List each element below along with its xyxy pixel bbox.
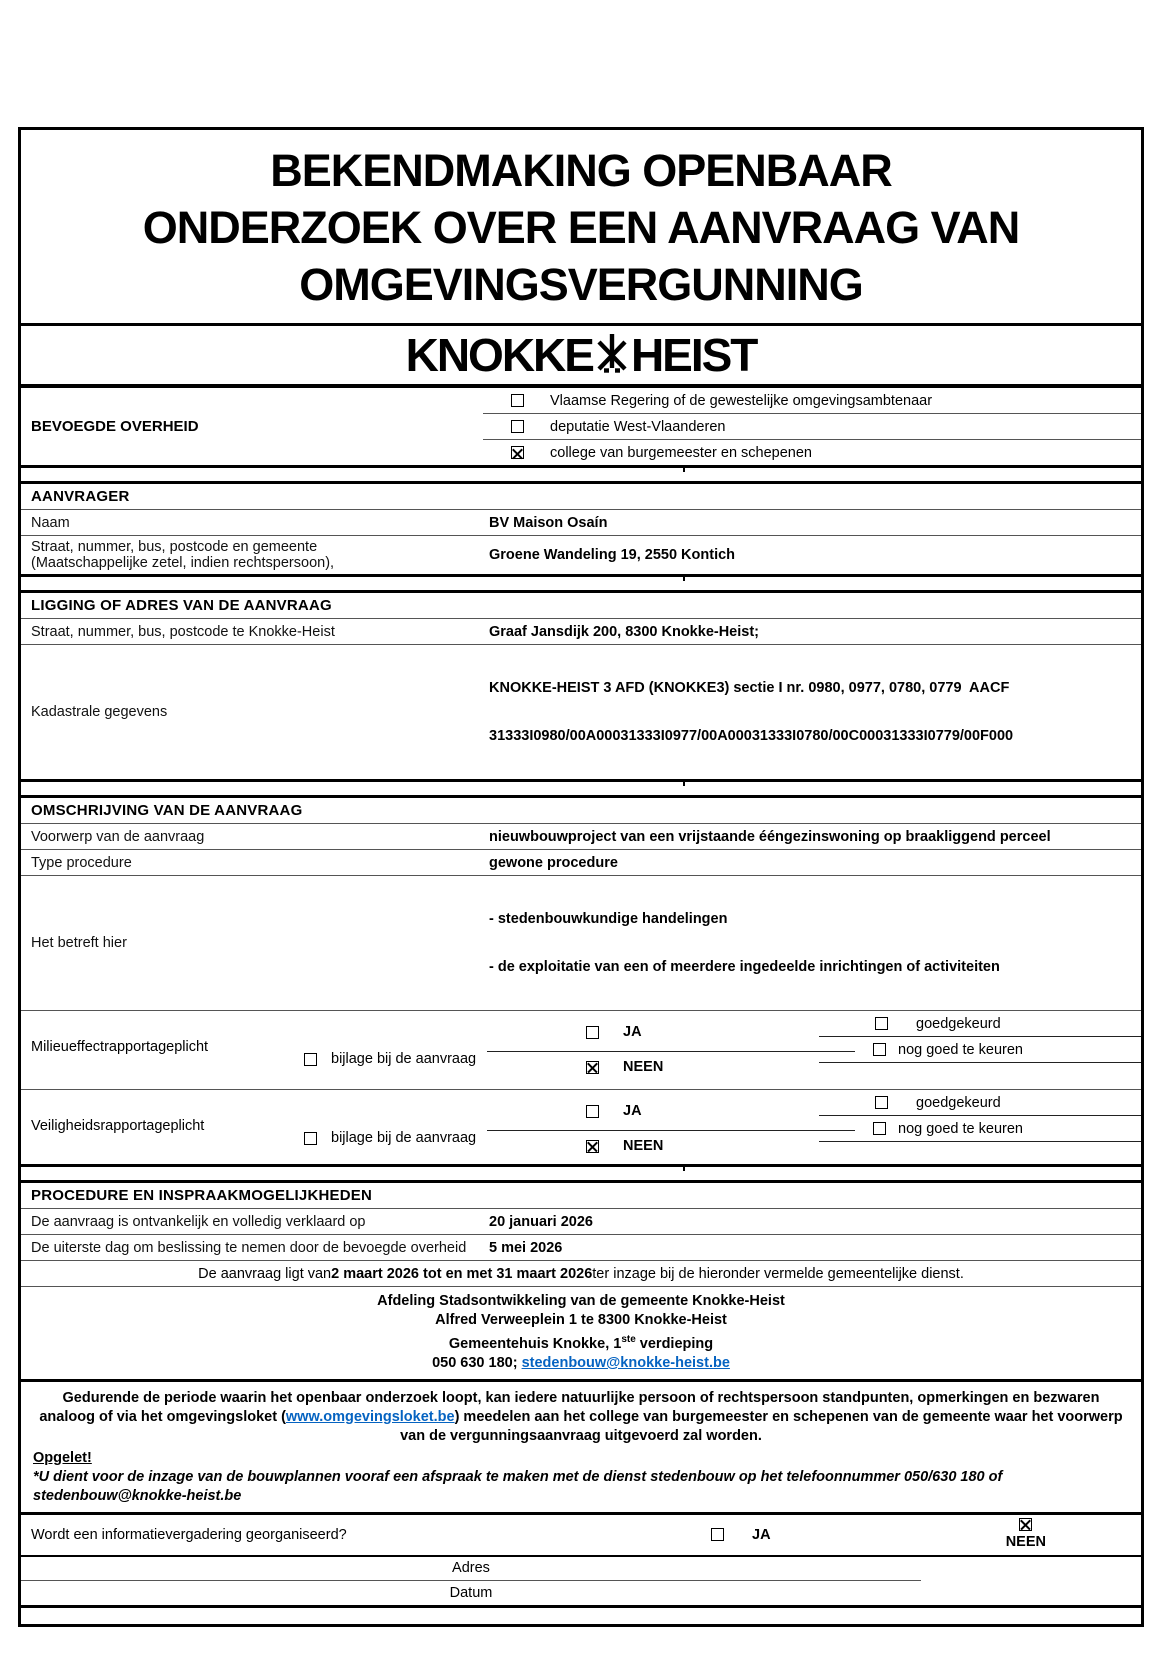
veiligheid-bijlage-label: bijlage bij de aanvraag [331, 1130, 477, 1146]
milieu-approval-column [819, 1011, 1141, 1063]
naam-label: Naam [31, 514, 70, 531]
table-row-ligging-straat [21, 619, 1141, 645]
informatievergadering-row [21, 1515, 1141, 1557]
table-row-veiligheidsrapportageplicht [21, 1090, 1141, 1164]
checkbox-veiligheid-nogkeuren [873, 1122, 886, 1135]
gemeentelijke-dienst-block [21, 1287, 1141, 1382]
email-link[interactable]: stedenbouw@knokke-heist.be [521, 1354, 730, 1371]
bevoegde-overheid-options [483, 388, 1141, 465]
milieu-ja: JA [586, 1024, 642, 1040]
procedure-header: PROCEDURE EN INSPRAAKMOGELIJKHEDEN [21, 1183, 1141, 1209]
authority-option-label: deputatie West-Vlaanderen [550, 418, 726, 435]
dienst-floor: Gemeentehuis Knokke, 1ste verdieping [448, 1334, 714, 1352]
inzage-text-post: ter inzage bij de hieronder vermelde gemeentelijke dienst. [592, 1265, 964, 1282]
ligging-header: LIGGING OF ADRES VAN DE AANVRAAG [21, 593, 1141, 619]
title-block [21, 130, 1141, 326]
checkbox-milieu-goedgekeurd [875, 1017, 888, 1030]
table-row-naam [21, 510, 1141, 536]
fill-in-line [487, 1130, 855, 1131]
milieu-label: Milieueffectrapportageplicht [31, 1039, 209, 1055]
checkbox-milieu-nogkeuren [873, 1043, 886, 1056]
form-outer-frame [18, 127, 1144, 1627]
section-divider [21, 468, 1141, 484]
section-divider [21, 782, 1141, 798]
table-row-ontvankelijk [21, 1209, 1141, 1235]
type-procedure-value: gewone procedure [489, 854, 618, 871]
ligging-straat-value: Graaf Jansdijk 200, 8300 Knokke-Heist; [489, 623, 759, 640]
checkbox-milieu-ja [586, 1026, 599, 1039]
authority-option-row [483, 414, 1141, 440]
logo-text-right: HEIST [630, 329, 757, 381]
checkbox-veiligheid-goedgekeurd [875, 1096, 888, 1109]
section-divider [21, 1167, 1141, 1183]
table-row-kadaster [21, 645, 1141, 779]
table-row-uiterste-dag [21, 1235, 1141, 1261]
aanvrager-adres-value: Groene Wandeling 19, 2550 Kontich [489, 547, 736, 563]
uiterste-dag-label: De uiterste dag om beslissing te nemen door de bevoegde overheid [31, 1239, 467, 1256]
checkbox-vlaamse-regering [511, 394, 524, 407]
vergadering-ja: JA [711, 1527, 771, 1543]
veiligheid-neen: NEEN [586, 1138, 663, 1154]
aanvrager-header: AANVRAGER [21, 484, 1141, 510]
page-title-line-1: BEKENDMAKING OPENBAAR [270, 145, 892, 196]
uiterste-dag-value: 5 mei 2026 [489, 1239, 563, 1256]
empty-area [21, 1608, 1141, 1624]
section-procedure [21, 1183, 1141, 1608]
aanvrager-adres-label: Straat, nummer, bus, postcode en gemeente (Maatschappelijke zetel, indien rechtspersoon), [31, 539, 335, 571]
authority-option-row [483, 388, 1141, 414]
ligging-straat-label: Straat, nummer, bus, postcode te Knokke-Heist [31, 623, 335, 640]
milieu-goedgekeurd: goedgekeurd [819, 1011, 1141, 1037]
adres-row: Adres [21, 1557, 921, 1581]
betreft-value: - stedenbouwkundige handelingen - de exploitatie van een of meerdere ingedeelde inrichtingen of activiteiten [489, 911, 1000, 975]
dienst-contact: 050 630 180; stedenbouw@knokke-heist.be [432, 1354, 730, 1371]
checkbox-college [511, 446, 524, 459]
veiligheid-label: Veiligheidsrapportageplicht [31, 1118, 205, 1134]
section-divider [21, 577, 1141, 593]
checkbox-veiligheid-neen [586, 1140, 599, 1153]
inzage-row [21, 1261, 1141, 1287]
veiligheid-bijlage [304, 1130, 476, 1146]
table-row-milieueffectrapportageplicht [21, 1011, 1141, 1090]
type-procedure-label: Type procedure [31, 854, 132, 871]
veiligheid-goedgekeurd: goedgekeurd [819, 1090, 1141, 1116]
checkbox-milieu-neen [586, 1061, 599, 1074]
section-aanvrager [21, 484, 1141, 577]
section-bevoegde-overheid [21, 388, 1141, 468]
milieu-bijlage [304, 1051, 476, 1067]
milieu-neen: NEEN [586, 1059, 663, 1075]
checkbox-veiligheid-ja [586, 1105, 599, 1118]
checkbox-deputatie [511, 420, 524, 433]
dienst-address: Alfred Verweeplein 1 te 8300 Knokke-Heist [435, 1312, 727, 1328]
checkbox-vergadering-neen [1019, 1518, 1032, 1531]
page-title-line-3: OMGEVINGSVERGUNNING [299, 259, 863, 310]
kadaster-value: KNOKKE-HEIST 3 AFD (KNOKKE3) sectie I nr. 0980, 0977, 0780, 0779 AACF 31333I0980/00A00031333I0977/00A00031333I0780/00C00031333I0779/00F000 [489, 680, 1014, 744]
knokke-heist-gull-icon [595, 330, 629, 384]
section-ligging [21, 593, 1141, 782]
section-omschrijving [21, 798, 1141, 1167]
fill-in-line [487, 1051, 855, 1052]
bezwaar-paragraph: Gedurende de periode waarin het openbaar onderzoek loopt, kan iedere natuurlijke persoon of rechtspersoon standpunten, opmerkingen en bezwaren analoog of via het omgevingsloket (www.omgevingsloket.be) meedelen aan het college van burgemeester en schepenen van de gemeente waar het voorwerp van de vergunningsaanvraag uitgevoerd zal worden. [39, 1389, 1123, 1444]
betreft-label: Het betreft hier [31, 935, 127, 951]
omgevingsloket-link[interactable]: www.omgevingsloket.be [285, 1408, 455, 1425]
ontvankelijk-value: 20 januari 2026 [489, 1213, 593, 1230]
omschrijving-header: OMSCHRIJVING VAN DE AANVRAAG [21, 798, 1141, 824]
inzage-text-pre: De aanvraag ligt van [198, 1265, 332, 1282]
veiligheid-ja: JA [586, 1103, 642, 1119]
dienst-name: Afdeling Stadsontwikkeling van de gemeente Knokke-Heist [377, 1293, 785, 1309]
ontvankelijk-label: De aanvraag is ontvankelijk en volledig verklaard op [31, 1213, 366, 1230]
table-row-aanvrager-adres [21, 536, 1141, 574]
milieu-bijlage-label: bijlage bij de aanvraag [331, 1051, 477, 1067]
table-row-betreft [21, 876, 1141, 1011]
authority-option-row [483, 440, 1141, 465]
vergadering-label: Wordt een informatievergadering georganiseerd? [31, 1526, 347, 1543]
inzage-period: 2 maart 2026 tot en met 31 maart 2026 [331, 1265, 593, 1282]
checkbox-vergadering-ja [711, 1528, 724, 1541]
table-row-type-procedure [21, 850, 1141, 876]
datum-row: Datum [449, 1584, 493, 1601]
naam-value: BV Maison Osaín [489, 514, 608, 531]
checkbox-milieu-bijlage [304, 1053, 317, 1066]
veiligheid-approval-column [819, 1090, 1141, 1142]
afspraak-note: *U dient voor de inzage van de bouwplannen vooraf een afspraak te maken met de dienst stedenbouw op het telefoonnummer 050/630 180 of stedenbouw@knokke-heist.be [33, 1468, 1003, 1504]
veiligheid-nog-goed-te-keuren: nog goed te keuren [819, 1116, 1141, 1142]
voorwerp-label: Voorwerp van de aanvraag [31, 828, 205, 845]
table-row-voorwerp [21, 824, 1141, 850]
vergadering-neen: NEEN [1006, 1518, 1046, 1550]
checkbox-veiligheid-bijlage [304, 1132, 317, 1145]
kadaster-label: Kadastrale gegevens [31, 704, 168, 720]
authority-option-label: college van burgemeester en schepenen [550, 444, 812, 461]
page-title-line-2: ONDERZOEK OVER EEN AANVRAAG VAN [142, 202, 1020, 253]
milieu-nog-goed-te-keuren: nog goed te keuren [819, 1037, 1141, 1063]
logo-text-left: KNOKKE [405, 329, 593, 381]
municipality-logo [21, 326, 1141, 388]
bezwaar-block [21, 1382, 1141, 1515]
voorwerp-value: nieuwbouwproject van een vrijstaande ééngezinswoning op braakliggend perceel [489, 828, 1051, 845]
authority-option-label: Vlaamse Regering of de gewestelijke omgevingsambtenaar [550, 392, 933, 409]
bevoegde-overheid-label: BEVOEGDE OVERHEID [31, 418, 199, 435]
opgelet-label: Opgelet! [33, 1449, 92, 1466]
